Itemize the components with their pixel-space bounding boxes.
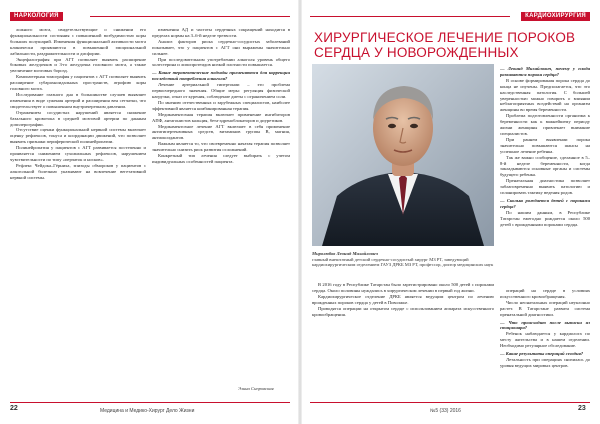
footer-text-left: Медицина и Медико-Хирург Дело Жизни xyxy=(100,408,195,414)
paragraph: Проблема подготовленности организма к беременности как к важнейшему периоду жизни женщины привлекает внимание специалистов. xyxy=(500,113,590,136)
paragraph: Энцефалография при АГТ позволяет выявить расширение боковых желудочков и 3-го желудочка головного мозга, а также увеличение мозговых борозд. xyxy=(10,56,146,74)
paragraph: Медикаментозная терапия включает применение ингибиторов АПФ, антагонистов кальция, бета-адреноблокаторов и диуретиков. xyxy=(152,111,290,123)
footer-rule-right xyxy=(310,402,590,403)
paragraph: Медикаментозное лечение АГТ включает в себя применение антигипертензивных средств, витаминов группы В, магния, антиоксидантов. xyxy=(152,123,290,141)
paragraph: Важным является то, что своевременно начатая терапия позволяет значительно снизить риск развития осложнений. xyxy=(152,141,290,153)
paragraph: Анализ факторов риска сердечно-сосудистых заболеваний показывает, что у пациентов с АГТ они выражены значительно сильнее. xyxy=(152,38,290,56)
left-column-2 xyxy=(152,27,290,379)
article-title: ХИРУРГИЧЕСКОЕ ЛЕЧЕНИЕ ПОРОКОВ СЕРДЦА У НОВОРОЖДЕННЫХ xyxy=(314,30,576,60)
paragraph: Исследование глазного дна в большинстве случаев выявляет изменения в виде сужения артерий и расширения вен сетчатки, что свидетельствует о повышенном внутричерепном давлении. xyxy=(10,91,146,109)
paragraph: Рефлекс Чейдока–Гёрниха, эпизоды обмороков у пациентов с алкогольной болезнью указывают на вовлечение вегетативной нервной системы. xyxy=(10,162,146,180)
right-page xyxy=(300,0,600,424)
caption-text: главный внештатный детский сердечно-сосудистый хирург МЗ РТ, заведующий кардиохирургическим отделением ГАУЗ ДРКБ МЗ РТ, профессор, доктор медицинских наук xyxy=(312,256,494,268)
paragraph: В основе формирования порока сердца до конца не изучены. Предполагается, что это наследственная патология. С большей уверенностью можно говорить о влиянии неблагоприятных воздействий на организм женщины во время беременности. xyxy=(500,77,590,113)
right-column-side-lower xyxy=(500,288,590,398)
page-number-left: 22 xyxy=(10,405,18,412)
right-column-side xyxy=(500,64,590,286)
portrait-photo xyxy=(312,64,494,246)
paragraph: Проводятся операции на открытом сердце с использованием аппарата искусственного кровообращения. xyxy=(312,305,494,317)
page-number-right: 23 xyxy=(578,405,586,412)
interview-question: — Какие результаты операций сегодня? xyxy=(500,351,584,357)
paragraph: Ребенок наблюдается у кардиолога по месту жительства и в нашем отделении. Необходимо регулярное обследование. xyxy=(500,331,590,349)
paragraph: Пренатальная диагностика позволяет заблаговременно выявить патологию и спланировать тактику ведения родов. xyxy=(500,178,590,196)
paragraph: операций на сердце в условиях искусственного кровообращения. xyxy=(500,288,590,299)
paragraph: При раннем выявлении порока значительно повышаются шансы на успешное лечение ребенка. xyxy=(500,136,590,154)
paragraph: Кардиохирургическое отделение ДРКБ является ведущим центром по лечению врожденных пороков сердца у детей в Поволжье. xyxy=(312,293,494,305)
rubric-rule-right xyxy=(310,16,510,17)
paragraph: Число неонатальных операций неуклонно растет. В Татарстане развита система пренатальной диагностики. xyxy=(500,299,590,317)
paragraph: Полинейропатия у пациентов с АГТ развивается постепенно и проявляется снижением сухожильных рефлексов, нарушением чувствительности по типу «перчаток и носков». xyxy=(10,145,146,162)
paragraph: В 2016 году в Республике Татарстан было зарегистрировано около 500 детей с пороками сердца. Около половины нуждались в хирургическом лечении в первый год жизни. xyxy=(312,282,494,293)
paragraph: Компьютерная томография у пациентов с АГТ позволяет выявить расширение субарахноидальных пространств, атрофию коры головного мозга. xyxy=(10,74,146,92)
paragraph: Отражением сосудистых нарушений является снижение базального кровотока в средней мозговой артерии по данным допплерографии. xyxy=(10,109,146,127)
interview-question: — Сколько рождается детей с пороками сердца? xyxy=(500,197,590,209)
rubric-right: КАРДИОХИРУРГИЯ xyxy=(521,12,590,21)
rubric-left: НАРКОЛОГИЯ xyxy=(10,12,63,21)
paragraph: изменения АД и частоты сердечных сокращений находятся в пределах нормы на 3–6-й неделе трезвости. xyxy=(152,27,290,38)
paragraph: По нашим данным, в Республике Татарстан ежегодно рождается около 500 детей с врожденными пороками сердца. xyxy=(500,209,590,227)
paragraph: ложного мозга, свидетельствующие о снижении его функциональности состояния с повышенной возбудимостью коры больших полушарий. Изменения функциональной активности мозга клинически проявляются в повышенной эмоциональной лабильности, раздражительности и дисфории. xyxy=(10,27,146,56)
paragraph: По мнению отечественных и зарубежных специалистов, наиболее эффективной является комбинированная терапия. xyxy=(152,99,290,111)
rubric-rule-left xyxy=(90,16,290,17)
paragraph: Летальность при операциях снизилась до уровня ведущих мировых центров. xyxy=(500,356,590,368)
paragraph: Отсутствие оценки функциональной нервной системы включает оценку рефлексов, тонуса и координации движений, что позволяет выявить признаки периферической полинейропатии. xyxy=(10,127,146,145)
interview-question: — Леонид Михайлович, почему у плода развиваются пороки сердца? xyxy=(500,66,590,77)
photo-caption xyxy=(312,251,494,268)
paragraph: Так же важно сообщение, сделанное в 5–8-й неделе беременности, когда закладываются основные органы и системы будущего ребенка. xyxy=(500,154,590,178)
paragraph: Лечение артериальной гипертонии – это проблема первоочередного значения. Общие меры: регуляция физической нагрузки, отказ от курения, соблюдение диеты с ограничением соли. xyxy=(152,82,290,99)
footer-text-right: №5 (33) 2016 xyxy=(430,408,461,414)
interview-question: — Какие терапевтические подходы применяются для коррекции последствий потребления алкоголя? xyxy=(152,70,290,82)
interview-question: — Что происходит после выписки из стационара? xyxy=(500,319,590,331)
paragraph: Конкретный тип лечения следует выбирать с учетом индивидуальных особенностей пациента. xyxy=(152,153,290,164)
paragraph: При последовательном употреблении алкоголя уровень общего холестерина и липопротеидов низкой плотности повышается. xyxy=(152,56,290,68)
caption-name: Миролюбов Леонид Михайлович xyxy=(312,251,378,256)
portrait-illustration xyxy=(312,64,494,246)
right-column-bottom xyxy=(312,282,494,398)
left-column-1 xyxy=(10,27,146,399)
footer-rule-left xyxy=(10,402,290,403)
author-signature: Элина Сипровская xyxy=(238,386,274,391)
